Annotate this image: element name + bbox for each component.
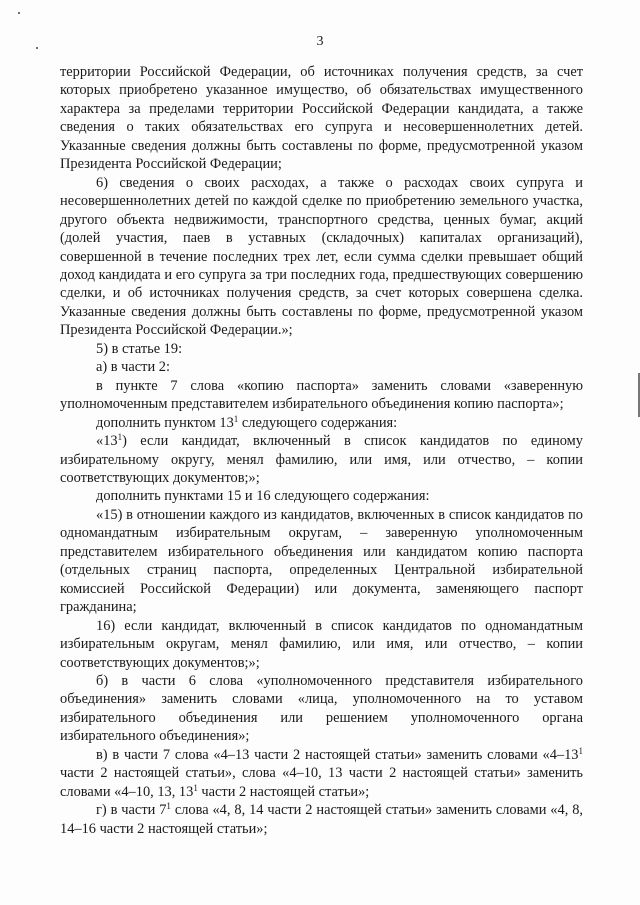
paragraph-part-6: б) в части 6 слова «уполномоченного представителя избирательного объединения» заменить словами «лица, уполномоченного на то уставом избирательного объединения или решением уполномоченного органа избирательного объединения»; (60, 672, 583, 745)
page-number: 3 (316, 34, 324, 49)
paragraph-part-7-1: г) в части $7^1$ слова «4, 8, 14 части 2 настоящей статьи» заменить словами «4, 8, 14–16 части 2 настоящей статьи»; (60, 801, 583, 837)
document-body (60, 63, 583, 838)
paragraph-point-13-1: «$13^1$) если кандидат, включенный в список кандидатов по единому избирательному округу, менял фамилию, или имя, или отчество, – копии соответствующих документов;»; (60, 432, 583, 486)
scan-speck (36, 47, 38, 49)
scan-speck (18, 12, 20, 14)
paragraph-add-points-15-16: дополнить пунктами 15 и 16 следующего содержания: (96, 488, 430, 505)
paragraph-continuation: территории Российской Федерации, об источниках получения средств, за счет которых приобретено указанное имущество, об обязательствах имущественного характера за пределами территории Российской Федерации кандидата, а также сведения о таких обязательствах его супруга и несовершеннолетних детей. Указанные сведения должны быть составлены по форме, предусмотренной указом Президента Российской Федерации; (60, 64, 583, 173)
paragraph-point-16: 16) если кандидат, включенный в список кандидатов по одномандатным избирательным округам, менял фамилию, или имя, или отчество, – копии соответствующих документов;»; (60, 617, 583, 671)
paragraph-add-point-13-1: дополнить пунктом $13^1$ следующего содержания: (96, 413, 398, 431)
paragraph-part-2: а) в части 2: (96, 359, 170, 376)
paragraph-point-7: в пункте 7 слова «копию паспорта» заменить словами «заверенную уполномоченным представителем избирательного объединения копию паспорта»; (60, 377, 583, 413)
paragraph-article-19: 5) в статье 19: (96, 340, 183, 357)
paragraph-point-15: «15) в отношении каждого из кандидатов, включенных в список кандидатов по одномандатным избирательным округам, – заверенную уполномоченным представителем избирательного объединения или кандидатом копию паспорта (отдельных страниц паспорта, определенных Центральной избирательной комиссией Российской Федерации) или документа, заменяющего паспорт гражданина; (60, 506, 583, 616)
paragraph-item-6: 6) сведения о своих расходах, а также о расходах своих супруга и несовершеннолетних детей по каждой сделке по приобретению земельного участка, другого объекта недвижимости, транспортного средства, ценных бумаг, акций (долей участия, паев в уставных (складочных) капиталах организаций), совершенной в течение последних трех лет, если сумма сделки превышает общий доход кандидата и его супруга за три последних года, предшествующих совершению сделки, и об источниках получения средств, за счет которых совершена сделка. Указанные сведения должны быть составлены по форме, предусмотренной указом Президента Российской Федерации.»; (60, 174, 583, 339)
paragraph-part-7: в) в части 7 слова «4–13 части 2 настоящей статьи» заменить словами «$4-13^1$ части 2 настоящей статьи», слова «4–10, 13 части 2 настоящей статьи» заменить словами «4–10, 13, $13^1$ части 2 настоящей статьи»; (60, 745, 583, 800)
